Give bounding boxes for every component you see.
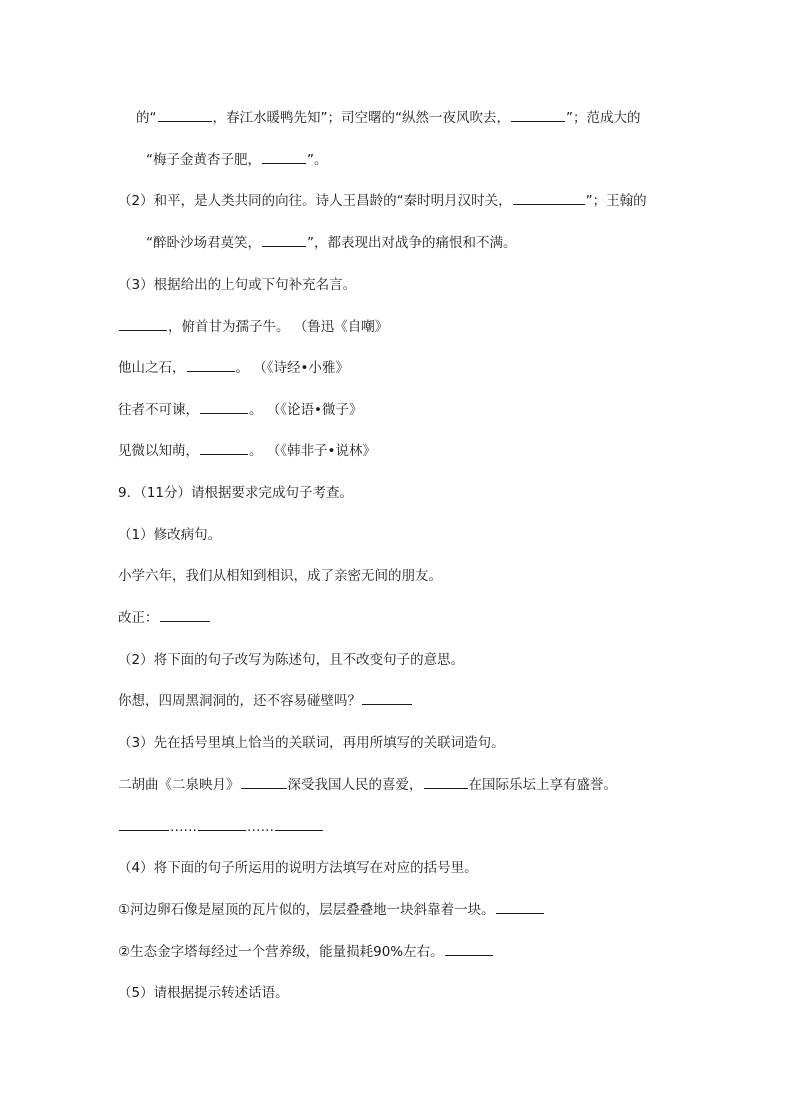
text: ”；范成大的 — [566, 110, 641, 126]
answer-blank[interactable] — [511, 108, 565, 122]
answer-blank[interactable] — [187, 358, 235, 372]
text: ”；王翰的 — [585, 193, 647, 209]
answer-blank[interactable] — [200, 441, 248, 455]
ellipsis: …… — [247, 819, 274, 835]
text: 二胡曲《二泉映月》 — [118, 777, 240, 793]
answer-blank[interactable] — [513, 191, 585, 205]
line-16 — [118, 733, 505, 753]
answer-blank[interactable] — [200, 400, 248, 414]
line-14 — [118, 650, 464, 670]
answer-blank[interactable] — [424, 775, 468, 789]
text: （1）修改病句。 — [118, 527, 222, 543]
question-9-title — [118, 483, 353, 503]
text: 小学六年，我们从相知到相识，成了亲密无间的朋友。 — [118, 568, 442, 584]
answer-blank[interactable] — [275, 817, 323, 831]
text: 你想，四周黑洞洞的，还不容易碰壁吗？ — [118, 693, 361, 709]
ellipsis: …… — [170, 819, 197, 835]
line-22 — [118, 983, 289, 1003]
line-11 — [118, 525, 221, 545]
line-4 — [146, 233, 517, 253]
text: ”，都表现出对战争的痛恨和不满。 — [307, 235, 517, 251]
text: ，春江水暖鸭先知”；司空曙的“纵然一夜风吹去， — [212, 110, 510, 126]
answer-blank[interactable] — [362, 691, 412, 705]
line-15 — [118, 691, 413, 711]
text: 他山之石， — [118, 360, 186, 376]
text: （2）将下面的句子改写为陈述句，且不改变句子的意思。 — [118, 652, 465, 668]
text: 。 （《诗经•小雅》 — [235, 360, 350, 376]
answer-blank[interactable] — [496, 900, 544, 914]
answer-blank[interactable] — [241, 775, 287, 789]
line-13 — [118, 608, 211, 628]
text: “醉卧沙场君莫笑， — [146, 235, 261, 251]
text: ②生态金字塔每经过一个营养级，能量损耗90%左右。 — [118, 944, 444, 960]
line-3 — [118, 191, 647, 211]
line-8 — [118, 400, 363, 420]
answer-blank[interactable] — [158, 108, 212, 122]
text: ①河边卵石像是屋顶的瓦片似的，层层叠叠地一块斜靠着一块。 — [118, 902, 495, 918]
line-5 — [118, 275, 356, 295]
text: （4）将下面的句子所运用的说明方法填写在对应的括号里。 — [118, 860, 478, 876]
line-18 — [118, 817, 324, 837]
answer-blank[interactable] — [445, 942, 493, 956]
line-17 — [118, 775, 617, 795]
line-12 — [118, 566, 442, 586]
answer-blank[interactable] — [198, 817, 246, 831]
line-1 — [136, 108, 641, 128]
line-7 — [118, 358, 349, 378]
text: 见微以知萌， — [118, 443, 199, 459]
text: ”。 — [307, 152, 328, 168]
text: 9．（11分）请根据要求完成句子考查。 — [118, 485, 354, 501]
text: 。 （《论语•微子》 — [249, 402, 363, 418]
text: ，俯首甘为孺子牛。 （鲁迅《自嘲》 — [168, 319, 389, 335]
text: 。 （《韩非子•说林》 — [249, 443, 377, 459]
line-21 — [118, 942, 494, 962]
text: 往者不可谏， — [118, 402, 199, 418]
text: （3）根据给出的上句或下句补充名言。 — [118, 277, 357, 293]
answer-blank[interactable] — [262, 233, 306, 247]
text: 在国际乐坛上享有盛誉。 — [468, 777, 617, 793]
line-2 — [146, 150, 328, 170]
text: （5）请根据提示转述话语。 — [118, 985, 289, 1001]
answer-blank[interactable] — [119, 317, 167, 331]
text: 深受我国人民的喜爱， — [287, 777, 423, 793]
answer-blank[interactable] — [262, 150, 306, 164]
answer-blank[interactable] — [160, 608, 210, 622]
line-9 — [118, 441, 376, 461]
text: 的“ — [136, 110, 157, 126]
text: “梅子金黄杏子肥， — [146, 152, 261, 168]
line-19 — [118, 858, 478, 878]
text: （2）和平，是人类共同的向往。诗人王昌龄的“秦时明月汉时关， — [118, 193, 512, 209]
text: （3）先在括号里填上恰当的关联词，再用所填写的关联词造句。 — [118, 735, 505, 751]
line-6 — [118, 317, 388, 337]
answer-blank[interactable] — [119, 817, 169, 831]
line-20 — [118, 900, 545, 920]
text: 改正： — [118, 610, 159, 626]
